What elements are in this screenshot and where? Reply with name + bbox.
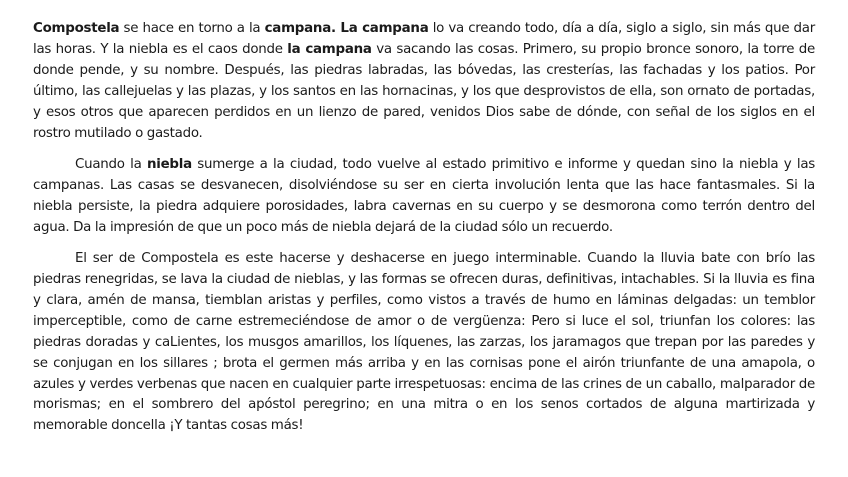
text-run: lo va creando todo, día a día, siglo a siglo, sin más que dar las horas. Y la niebla es el caos donde <box>33 21 815 57</box>
paragraph-3 <box>33 249 815 437</box>
text-run-bold: campana. La campana <box>264 21 429 36</box>
paragraph-1 <box>33 19 815 144</box>
text-run: va sacando las cosas. Primero, su propio bronce sonoro, la torre de donde pende, y su nombre. Después, las piedras labradas, las bóvedas, las cresterías, las fachadas y los patios. Por último, las callejuelas y las plazas, y los santos en las hornacinas, y los que desprovistos de ella, son ornato de portadas, y esos otros que aparecen perdidos en un lienzo de pared, venidos Dios sabe de dónde, con señal de los siglos en el rostro mutilado o gastado. <box>33 41 815 141</box>
text-run: sumerge a la ciudad, todo vuelve al estado primitivo e informe y quedan sino la niebla y las campanas. Las casas se desvanecen, disolviéndose su ser en cierta involución lenta que las hace fantasmales. Si la niebla persiste, la piedra adquiere porosidades, labra cavernas en su cuerpo y se desmorona como terrón dentro del agua. Da la impresión de que un poco más de niebla dejará de la ciudad sólo un recuerdo. <box>33 156 816 235</box>
text-run-bold: la campana <box>287 41 372 57</box>
paragraph-2 <box>33 155 815 239</box>
text-run: Cuando la <box>75 156 147 172</box>
document-body <box>33 19 815 437</box>
text-run: se hace en torno a la <box>119 21 265 36</box>
text-run-bold: Compostela <box>33 21 120 36</box>
text-run: El ser de Compostela es este hacerse y deshacerse en juego interminable. Cuando la lluvia bate con brío las piedras renegridas, se lava la ciudad de nieblas, y las formas se ofrecen duras, definitivas, intachables. Si la lluvia es fina y clara, amén de mansa, tiemblan aristas y perfiles, como vistos a través de humo en láminas delgadas: un temblor imperceptible, como de carne estremeciéndose de amor o de vergüenza: Pero si luce el sol, triunfan los colores: las piedras doradas y caLientes, los musgos amarillos, los líquenes, las zarzas, los jaramagos que trepan por las paredes y se conjugan en los sillares ; brota el germen más arriba y en las cornisas pone el airón triunfante de una amapola, o azules y verdes verbenas que nacen en cualquier parte irrespetuosas: encima de las crines de un caballo, malparador de morismas; en el sombrero del apóstol peregrino; en una mitra o en los senos cortados de alguna martirizada y memorable doncella ¡Y tantas cosas más! <box>33 251 815 434</box>
text-run-bold: niebla <box>146 156 192 172</box>
